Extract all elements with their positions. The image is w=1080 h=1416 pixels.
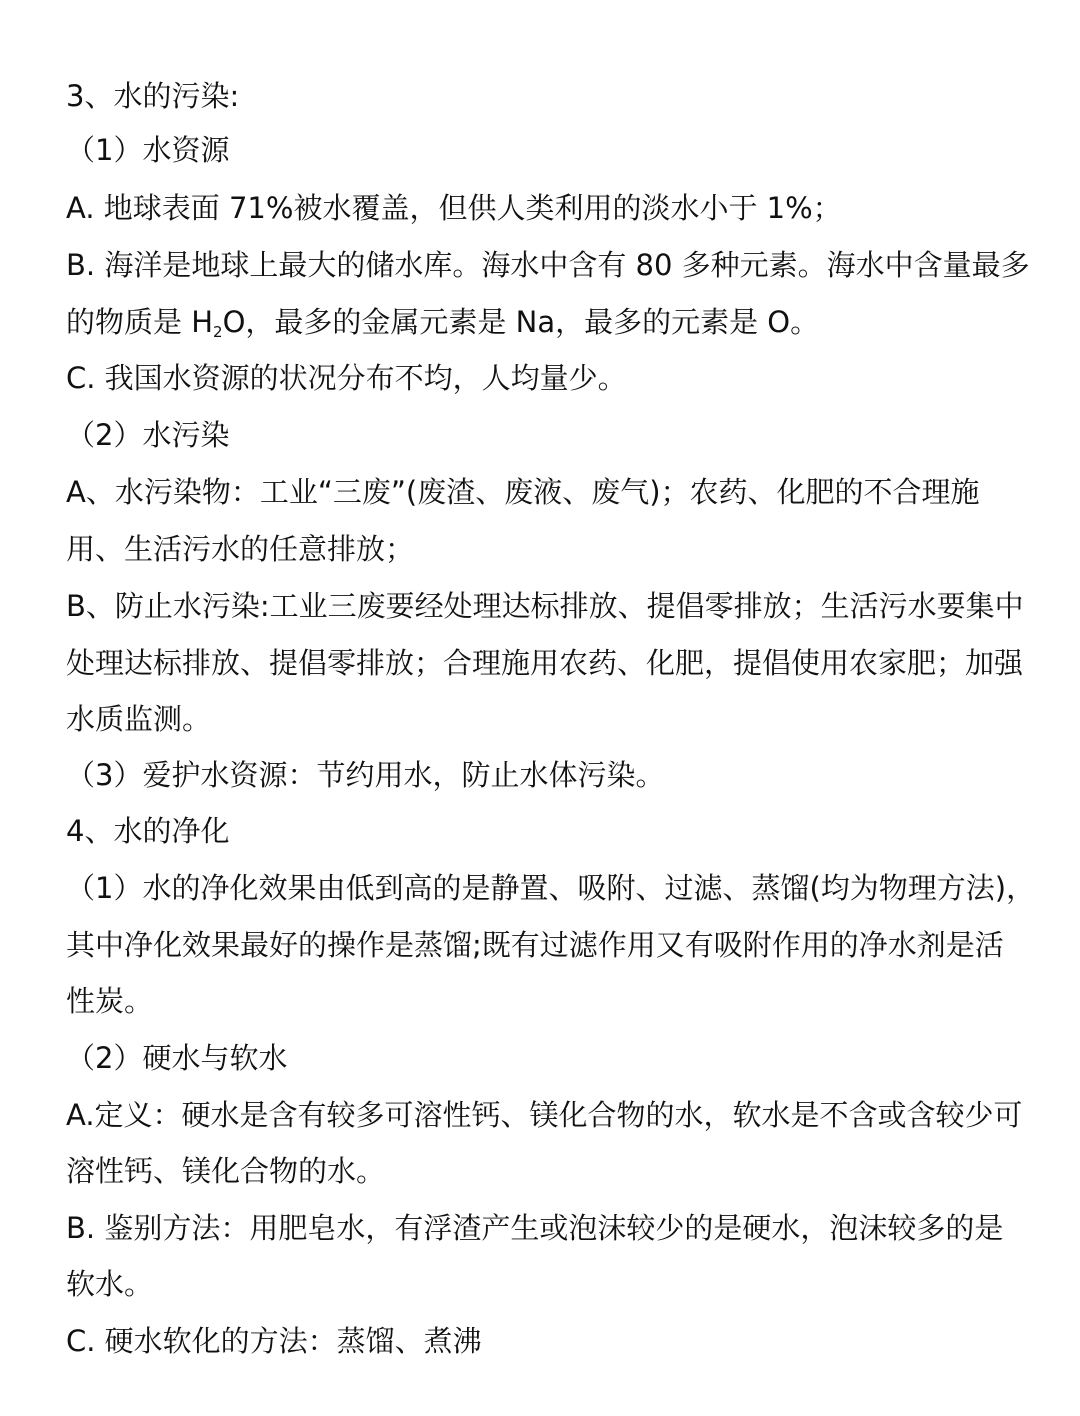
section-3-title: 3、水的污染: (66, 79, 240, 113)
hard-water-identification-line-2: 软水。 (66, 1267, 154, 1301)
water-resources-item-b-line-2-post: O，最多的金属元素是 Na，最多的元素是 O。 (222, 305, 820, 339)
hard-soft-water-heading: （2）硬水与软水 (66, 1041, 288, 1075)
water-resources-item-b-line-1: B. 海洋是地球上最大的储水库。海水中含有 80 多种元素。海水中含量最多 (66, 248, 1030, 282)
purification-line-2: 其中净化效果最好的操作是蒸馏;既有过滤作用又有吸附作用的净水剂是活 (66, 928, 1004, 962)
protect-water-item: （3）爱护水资源：节约用水，防止水体污染。 (66, 758, 665, 792)
water-pollution-item-b-line-1: B、防止水污染:工业三废要经处理达标排放、提倡零排放；生活污水要集中 (66, 589, 1024, 623)
water-resources-item-b-line-2-pre: 的物质是 H (66, 305, 214, 339)
water-pollution-item-a-line-2: 用、生活污水的任意排放； (66, 532, 415, 566)
water-pollution-item-b-line-3: 水质监测。 (66, 702, 212, 736)
purification-line-3: 性炭。 (66, 984, 154, 1018)
water-pollution-heading: （2）水污染 (66, 418, 230, 452)
water-resources-item-a: A. 地球表面 71%被水覆盖，但供人类利用的淡水小于 1%； (66, 191, 842, 225)
purification-line-1: （1）水的净化效果由低到高的是静置、吸附、过滤、蒸馏(均为物理方法)， (66, 871, 1036, 905)
hard-water-definition-line-2: 溶性钙、镁化合物的水。 (66, 1154, 386, 1188)
water-pollution-item-b-line-2: 处理达标排放、提倡零排放；合理施用农药、化肥，提倡使用农家肥；加强 (66, 646, 1024, 680)
hard-water-softening-methods: C. 硬水软化的方法：蒸馏、煮沸 (66, 1324, 482, 1358)
water-resources-item-c: C. 我国水资源的状况分布不均，人均量少。 (66, 361, 627, 395)
hard-water-definition-line-1: A.定义：硬水是含有较多可溶性钙、镁化合物的水，软水是不含或含较少可 (66, 1098, 1023, 1132)
water-resources-heading: （1）水资源 (66, 133, 230, 167)
water-resources-item-b-line-2 (66, 304, 1026, 350)
water-pollution-item-a-line-1: A、水污染物：工业“三废”(废渣、废液、废气)；农药、化肥的不合理施 (66, 475, 980, 509)
water-formula-subscript: 2 (213, 323, 223, 341)
hard-water-identification-line-1: B. 鉴别方法：用肥皂水，有浮渣产生或泡沫较少的是硬水，泡沫较多的是 (66, 1211, 1004, 1245)
section-4-title: 4、水的净化 (66, 814, 230, 848)
